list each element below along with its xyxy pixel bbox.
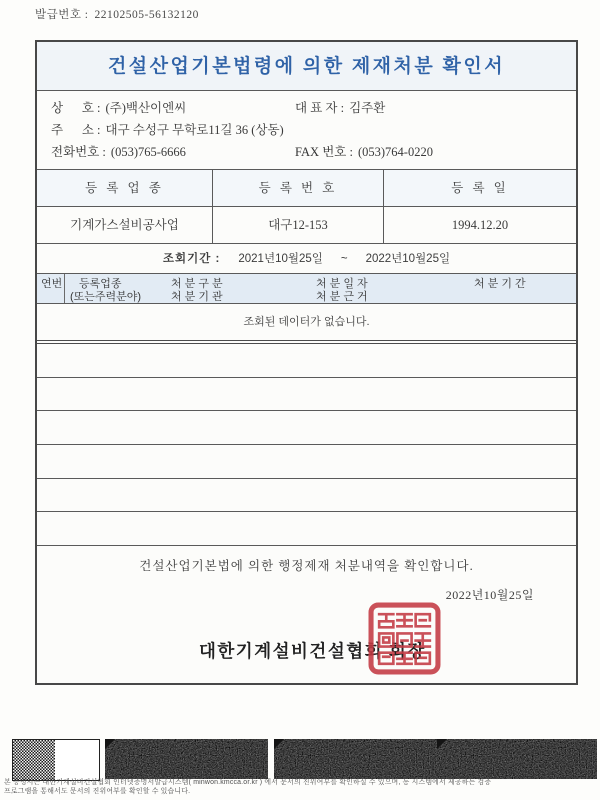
corner-marker-icon bbox=[105, 739, 115, 749]
registration-table bbox=[37, 170, 576, 244]
encrypted-data-block bbox=[274, 739, 440, 779]
col-business-type-line1: 등록업종 bbox=[79, 278, 122, 290]
ceo-label: 대 표 자 : bbox=[295, 101, 345, 115]
inquiry-period-label: 조회기간 : bbox=[162, 253, 221, 265]
empty-table-row bbox=[37, 411, 576, 445]
company-name-cell bbox=[51, 97, 295, 119]
empty-table-row bbox=[37, 378, 576, 412]
confirmation-statement: 건설산업기본법에 의한 행정제재 처분내역을 확인합니다. bbox=[139, 559, 474, 574]
company-info-section bbox=[37, 91, 576, 170]
no-data-message: 조회된 데이터가 없습니다. bbox=[37, 304, 576, 344]
fax-label: FAX 번호 : bbox=[295, 145, 353, 159]
phone-value: (053)765-6666 bbox=[110, 145, 186, 159]
ceo-value: 김주환 bbox=[349, 101, 386, 115]
col-serial-number: 연번 bbox=[41, 278, 63, 290]
fine-print bbox=[4, 779, 596, 796]
col-disposition-date: 처 분 일 자 bbox=[316, 278, 368, 290]
closing-section bbox=[37, 546, 576, 689]
encrypted-data-block bbox=[437, 739, 597, 779]
phone-label: 전화번호 : bbox=[51, 145, 106, 159]
encrypted-data-block bbox=[105, 739, 268, 779]
address-row bbox=[37, 119, 576, 141]
header-divider-line bbox=[64, 274, 65, 303]
fax-cell bbox=[295, 141, 433, 163]
empty-table-row bbox=[37, 344, 576, 378]
certificate-body bbox=[35, 40, 578, 685]
col-disposition-period: 처 분 기 간 bbox=[474, 278, 526, 290]
col-disposition-basis: 처 분 근 거 bbox=[316, 291, 368, 303]
inquiry-period-from: 2021년10월25일 bbox=[238, 253, 323, 265]
address-cell bbox=[51, 119, 284, 141]
phone-row bbox=[37, 141, 576, 163]
corner-marker-icon bbox=[437, 739, 447, 749]
official-seal-stamp-icon bbox=[368, 602, 441, 675]
company-name-row bbox=[37, 97, 576, 119]
sanctions-table-header bbox=[37, 274, 576, 304]
noise-pattern bbox=[274, 739, 440, 779]
noise-pattern bbox=[437, 739, 597, 779]
phone-cell bbox=[51, 141, 295, 163]
ceo-cell bbox=[295, 97, 385, 119]
inquiry-period-to: 2022년10월25일 bbox=[365, 253, 451, 265]
corner-marker-icon bbox=[274, 739, 284, 749]
issue-number-label: 발급번호 : bbox=[35, 9, 89, 21]
inquiry-period-tilde: ~ bbox=[340, 253, 348, 265]
reg-header-business-type: 등 록 업 종 bbox=[37, 170, 213, 207]
company-name-value: (주)백산이엔씨 bbox=[105, 101, 187, 115]
title-band bbox=[37, 42, 576, 91]
verification-code-strip bbox=[0, 739, 600, 779]
reg-header-number: 등 록 번 호 bbox=[213, 170, 384, 207]
fax-value: (053)764-0220 bbox=[357, 145, 433, 159]
issue-date: 2022년10월25일 bbox=[445, 588, 534, 603]
address-value: 대구 수성구 무학로11길 36 (상동) bbox=[105, 123, 284, 137]
barcode-checker-pattern bbox=[13, 740, 55, 780]
reg-header-date: 등 록 일 bbox=[384, 170, 576, 207]
company-name-label: 상 호 : bbox=[51, 101, 101, 115]
issuer-name: 대한기계설비건설협회 회장 bbox=[199, 641, 426, 662]
issue-number bbox=[35, 6, 199, 22]
empty-table-row bbox=[37, 479, 576, 513]
col-disposition-type: 처 분 구 분 bbox=[171, 278, 223, 290]
issue-number-value: 22102505-56132120 bbox=[94, 9, 199, 21]
inquiry-period-row bbox=[37, 244, 576, 274]
noise-pattern bbox=[105, 739, 268, 779]
document-title: 건설산업기본법령에 의한 제재처분 확인서 bbox=[107, 56, 506, 77]
fine-print-line2: 프로그램을 통해서도 문서의 진위여부를 확인할 수 있습니다. bbox=[4, 787, 191, 795]
reg-value-number: 대구12-153 bbox=[213, 207, 384, 244]
col-disposition-agency: 처 분 기 관 bbox=[171, 291, 223, 303]
reg-value-date: 1994.12.20 bbox=[384, 207, 576, 244]
reg-value-business-type: 기계가스설비공사업 bbox=[37, 207, 213, 244]
barcode-block bbox=[12, 739, 100, 781]
address-label: 주 소 : bbox=[51, 123, 101, 137]
fine-print-line1: 본 증명서는 대한기계설비건설협회 인터넷증명서발급시스템( minwon.kmcca.or.kr ) 에서 문서의 진위여부를 확인하실 수 있으며, 동 시스템에서 제공하는 검증 bbox=[4, 779, 492, 786]
col-business-type-line2: (또는주력분야) bbox=[70, 291, 142, 303]
empty-table-row bbox=[37, 445, 576, 479]
empty-table-row bbox=[37, 512, 576, 546]
